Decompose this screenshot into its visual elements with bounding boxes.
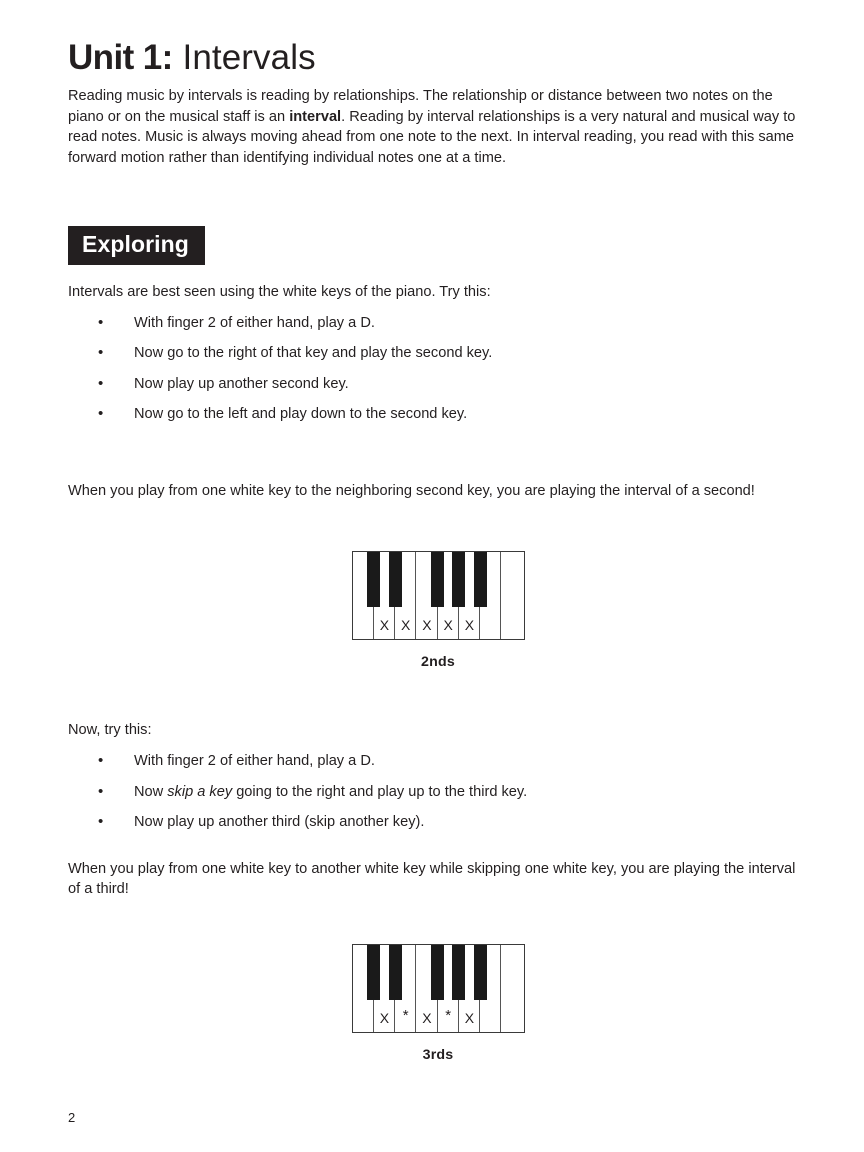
figure-caption-seconds: 2nds bbox=[421, 654, 455, 671]
figure-seconds bbox=[68, 551, 808, 670]
piano-keyboard-thirds-diagram bbox=[352, 944, 525, 1033]
intro-text-part2: . Reading by interval relationships is a very natural and musical way to read notes. Music is always moving ahead from one note to the next. In interval reading, you read with this same forward motion rather than identifying individual notes one at a time. bbox=[68, 108, 796, 167]
bullet-dot-icon: • bbox=[98, 782, 104, 800]
bullet-dot-icon: • bbox=[98, 813, 104, 831]
black-key-5 bbox=[474, 945, 487, 1000]
list-item bbox=[68, 343, 808, 364]
list-item-label: Now play up another third (skip another key). bbox=[134, 814, 425, 831]
list-item-label: Now go to the left and play down to the second key. bbox=[134, 406, 468, 423]
exploring-bullet-list bbox=[68, 313, 808, 425]
figure-thirds bbox=[68, 944, 808, 1063]
intro-paragraph bbox=[68, 86, 808, 168]
page-title bbox=[68, 0, 808, 78]
piano-keyboard-seconds-diagram bbox=[352, 551, 525, 640]
seconds-mark-2: X bbox=[379, 617, 390, 634]
white-key-8 bbox=[501, 945, 522, 1032]
thirds-lead-text: Now, try this: bbox=[68, 722, 152, 739]
list-item-label-italic: skip a key bbox=[167, 783, 233, 800]
seconds-mark-6: X bbox=[464, 617, 475, 634]
thirds-explanation: When you play from one white key to another white key while skipping one white key, you are playing the interval of a third! bbox=[68, 860, 796, 898]
seconds-mark-3: X bbox=[400, 617, 411, 634]
seconds-mark-5: X bbox=[443, 617, 453, 634]
list-item bbox=[68, 812, 808, 833]
black-key-2 bbox=[389, 552, 402, 607]
section-banner-exploring: Exploring bbox=[68, 226, 205, 265]
list-item-label: With finger 2 of either hand, play a D. bbox=[134, 753, 375, 770]
black-key-4 bbox=[452, 945, 465, 1000]
thirds-mark-5: * bbox=[445, 1007, 452, 1025]
list-item-label-pre: Now bbox=[134, 783, 168, 800]
list-item-label: Now play up another second key. bbox=[134, 375, 349, 392]
thirds-mark-3: * bbox=[402, 1007, 409, 1025]
list-item-label: With finger 2 of either hand, play a D. bbox=[134, 314, 375, 331]
black-key-4 bbox=[452, 552, 465, 607]
thirds-mark-4: X bbox=[422, 1010, 432, 1027]
list-item bbox=[68, 751, 808, 772]
list-item-label-post: going to the right and play up to the third key. bbox=[232, 783, 528, 800]
intro-bold-term: interval bbox=[289, 108, 342, 125]
thirds-bullet-list bbox=[68, 751, 808, 833]
page-number: 2 bbox=[68, 1110, 76, 1125]
list-item bbox=[68, 374, 808, 395]
bullet-dot-icon: • bbox=[98, 374, 104, 392]
bullet-dot-icon: • bbox=[98, 344, 104, 362]
black-key-3 bbox=[431, 945, 444, 1000]
bullet-dot-icon: • bbox=[98, 752, 104, 770]
thirds-mark-2: X bbox=[379, 1010, 390, 1027]
seconds-mark-4: X bbox=[422, 617, 432, 634]
list-item bbox=[68, 404, 808, 425]
page-title-subject: Intervals bbox=[172, 38, 316, 77]
page-title-unit: Unit 1: bbox=[68, 38, 173, 77]
bullet-dot-icon: • bbox=[98, 405, 104, 423]
black-key-1 bbox=[367, 552, 380, 607]
list-item-label: Now go to the right of that key and play the second key. bbox=[134, 345, 493, 362]
exploring-lead-text: Intervals are best seen using the white keys of the piano. Try this: bbox=[68, 283, 491, 300]
figure-caption-thirds: 3rds bbox=[422, 1047, 454, 1064]
black-key-3 bbox=[431, 552, 444, 607]
thirds-mark-6: X bbox=[464, 1010, 475, 1027]
black-key-5 bbox=[474, 552, 487, 607]
list-item bbox=[68, 782, 808, 803]
intro-text-part1: Reading music by intervals is reading by relationships. The relationship or distance between two notes on the piano or on the musical staff is an bbox=[68, 88, 773, 125]
bullet-dot-icon: • bbox=[98, 313, 104, 331]
seconds-explanation: When you play from one white key to the neighboring second key, you are playing the interval of a second! bbox=[68, 482, 755, 499]
black-key-1 bbox=[367, 945, 380, 1000]
white-key-8 bbox=[501, 552, 522, 639]
list-item bbox=[68, 313, 808, 334]
black-key-2 bbox=[389, 945, 402, 1000]
